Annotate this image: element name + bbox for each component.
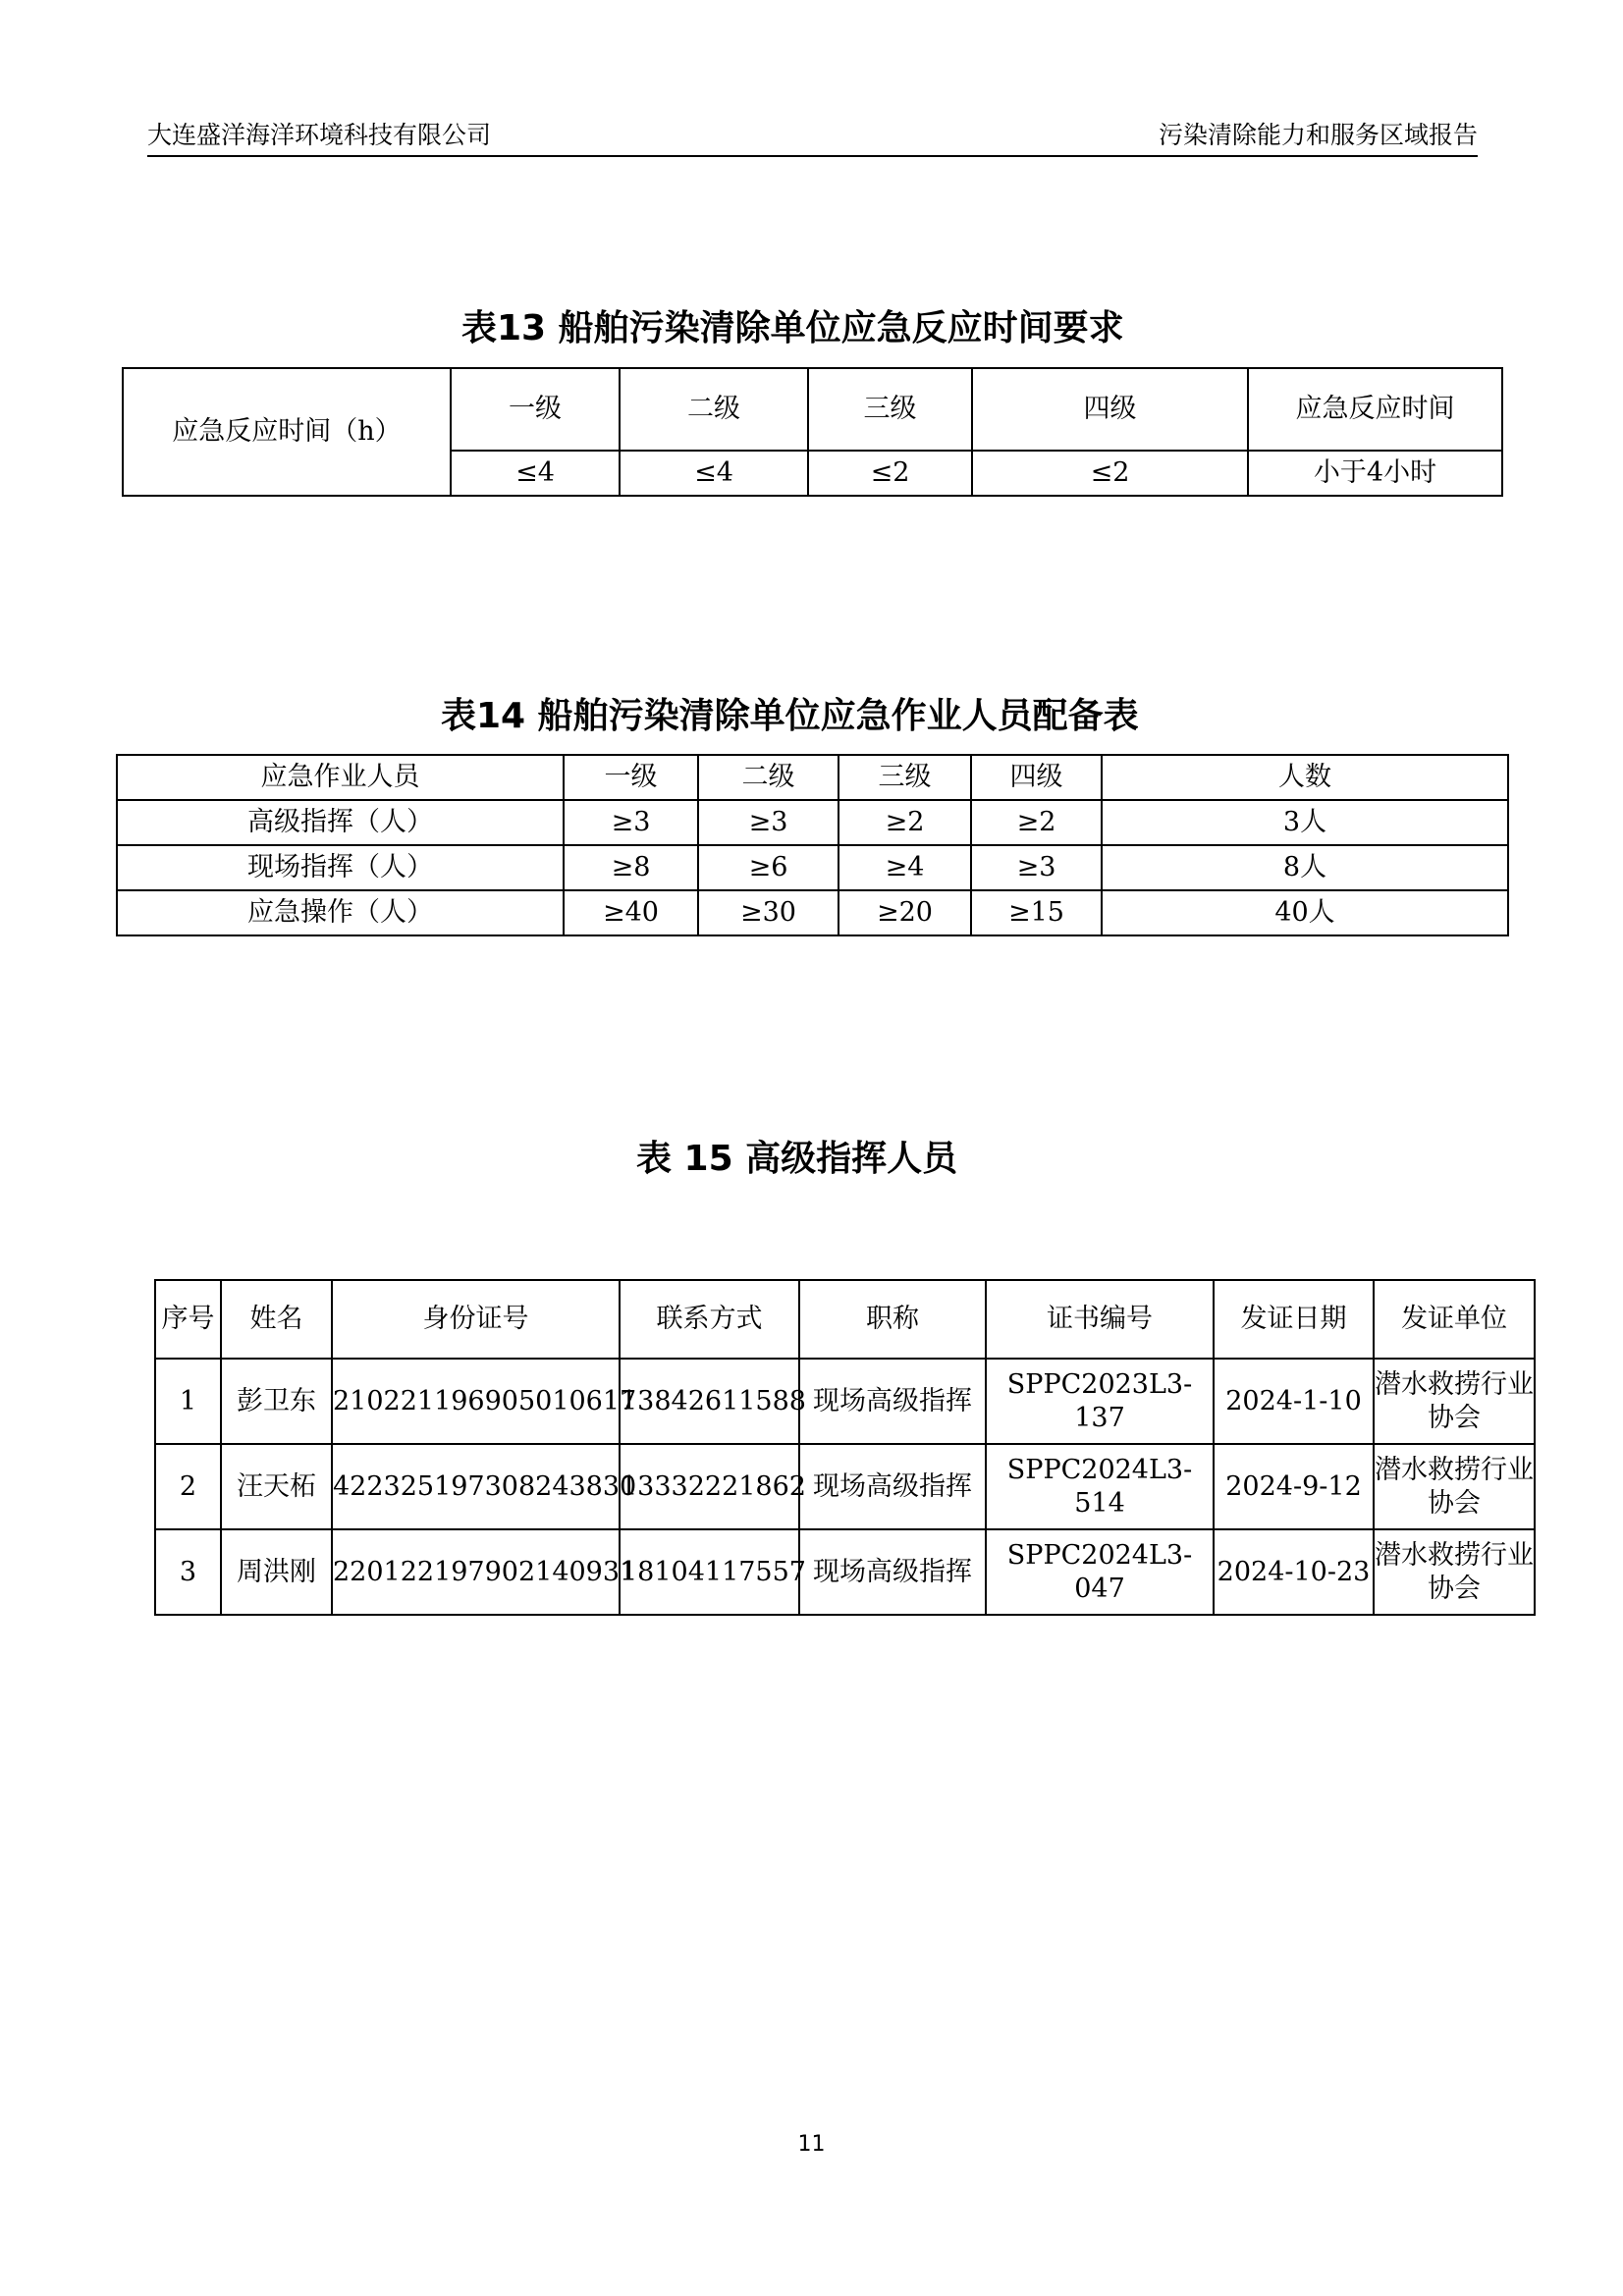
table-row [117,800,1508,845]
table14-header-cell: 一级 [564,755,698,800]
table14-cell: ≥3 [564,800,698,845]
table14-cell: ≥6 [698,845,839,890]
table15-cell: 2024-9-12 [1214,1444,1374,1529]
table15-header-cell: 序号 [155,1280,221,1359]
table15-header-cell: 发证单位 [1374,1280,1535,1359]
table14-cell: 应急操作（人） [117,890,564,935]
table14-cell: ≥3 [971,845,1102,890]
table15-cell: 彭卫东 [221,1359,332,1444]
company-name: 大连盛洋海洋环境科技有限公司 [147,121,492,149]
table14-cell: 40人 [1102,890,1508,935]
table15-cell: 潜水救捞行业协会 [1374,1359,1535,1444]
table15-cell: 220122197902140931 [332,1529,620,1615]
table-row [155,1444,1535,1529]
table15-cell: SPPC2023L3-137 [986,1359,1214,1444]
table14-cell: ≥3 [698,800,839,845]
table-row [155,1359,1535,1444]
table13-header-cell: 四级 [972,368,1248,451]
table14-header-cell: 二级 [698,755,839,800]
page-header [147,116,1478,153]
table15-cell: 13332221862 [620,1444,799,1529]
table15-cell: 210221196905010617 [332,1359,620,1444]
header-divider [147,155,1478,157]
table15-cell: 周洪刚 [221,1529,332,1615]
table14-header-cell: 人数 [1102,755,1508,800]
table14-cell: 高级指挥（人） [117,800,564,845]
table15-cell: 2024-10-23 [1214,1529,1374,1615]
table14 [116,754,1509,936]
report-title: 污染清除能力和服务区域报告 [1158,121,1478,149]
table14-cell: ≥40 [564,890,698,935]
table15-cell: 3 [155,1529,221,1615]
table15-header-cell: 发证日期 [1214,1280,1374,1359]
table14-cell: ≥30 [698,890,839,935]
table14-cell: 现场指挥（人） [117,845,564,890]
table13-header-cell: 二级 [620,368,808,451]
table14-header-cell: 应急作业人员 [117,755,564,800]
table15-cell: 现场高级指挥 [799,1359,986,1444]
table-row [155,1529,1535,1615]
table15-cell: SPPC2024L3-047 [986,1529,1214,1615]
table15-header-cell: 职称 [799,1280,986,1359]
table-row [117,890,1508,935]
table15-cell: 现场高级指挥 [799,1444,986,1529]
table15-cell: 2024-1-10 [1214,1359,1374,1444]
table14-caption: 表14 船舶污染清除单位应急作业人员配备表 [441,696,1139,736]
table14-cell: 8人 [1102,845,1508,890]
table15-header-cell: 联系方式 [620,1280,799,1359]
table15-cell: 潜水救捞行业协会 [1374,1529,1535,1615]
table15-header-cell: 姓名 [221,1280,332,1359]
table14-cell: ≥8 [564,845,698,890]
table14-header-cell: 四级 [971,755,1102,800]
table15-caption: 表 15 高级指挥人员 [636,1139,958,1179]
table15-cell: 422325197308243830 [332,1444,620,1529]
table15-header-cell: 身份证号 [332,1280,620,1359]
page-number: 11 [797,2132,826,2157]
table13-value-cell: ≤2 [808,451,972,496]
table15-cell: 13842611588 [620,1359,799,1444]
table15-cell: 2 [155,1444,221,1529]
table15-cell: 18104117557 [620,1529,799,1615]
table-row [117,845,1508,890]
table13-header-cell: 应急反应时间 [1248,368,1502,451]
table13-value-cell: 小于4小时 [1248,451,1502,496]
table15-header-cell: 证书编号 [986,1280,1214,1359]
table14-cell: ≥20 [839,890,971,935]
table15-cell: 现场高级指挥 [799,1529,986,1615]
table13-header-cell: 一级 [451,368,620,451]
table14-header-cell: 三级 [839,755,971,800]
table13-value-cell: ≤4 [451,451,620,496]
table15 [154,1279,1536,1616]
table15-cell: 汪天柘 [221,1444,332,1529]
table13-caption: 表13 船舶污染清除单位应急反应时间要求 [461,308,1124,348]
table15-cell: 1 [155,1359,221,1444]
table13-value-cell: ≤4 [620,451,808,496]
table13-header-cell: 三级 [808,368,972,451]
table15-cell: 潜水救捞行业协会 [1374,1444,1535,1529]
table14-cell: ≥4 [839,845,971,890]
table13 [122,367,1503,497]
table13-row-label: 应急反应时间（h） [123,368,451,496]
table15-cell: SPPC2024L3-514 [986,1444,1214,1529]
table14-cell: ≥2 [971,800,1102,845]
table14-cell: 3人 [1102,800,1508,845]
table14-cell: ≥2 [839,800,971,845]
table14-cell: ≥15 [971,890,1102,935]
table13-value-cell: ≤2 [972,451,1248,496]
